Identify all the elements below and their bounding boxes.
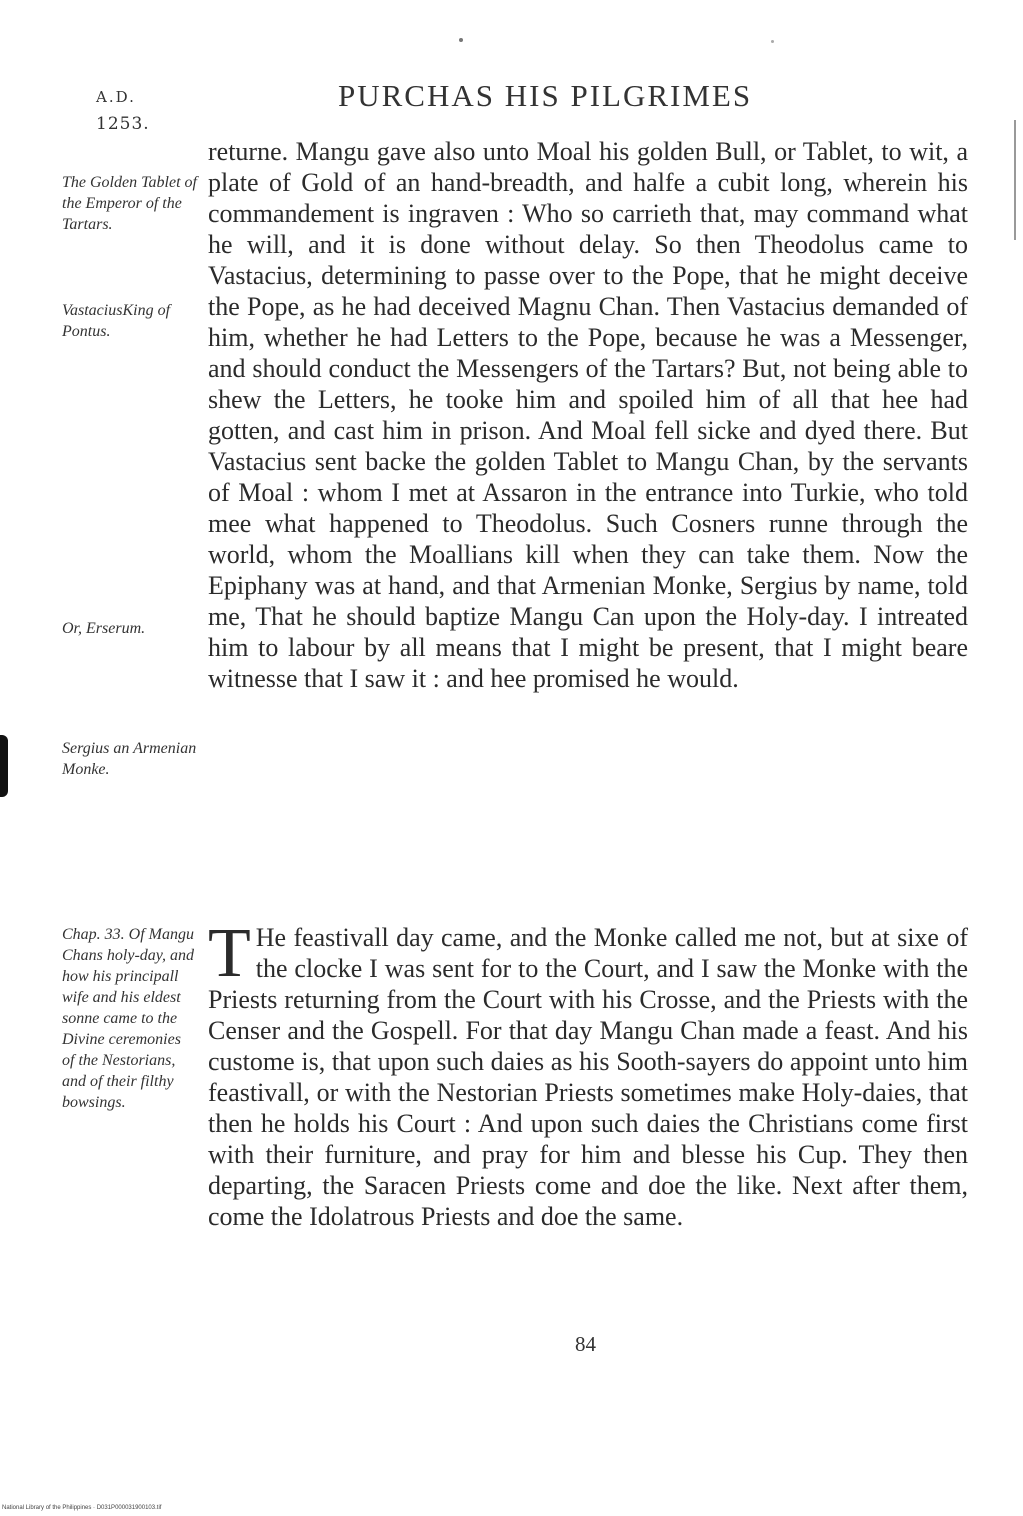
margin-note-golden-tablet: The Golden Tablet of the Emperor of the Tartars. — [62, 174, 197, 233]
print-speck — [459, 38, 463, 42]
print-speck — [771, 40, 774, 43]
page-number: 84 — [575, 1332, 596, 1356]
paragraph-2-text: He feastivall day came, and the Monke called me not, but at sixe of the clocke I was sent for to the Court, and I saw the Monke with the Priests returning from the Court with his Crosse, and the Priests with the Censer and the Gospell. For that day Mangu Chan made a feast. And his custome is, that upon such daies as his Sooth-sayers do appoint unto him feastivall, or with the Nestorian Priests sometimes make Holy-daies, that then he holds his Court : And upon such daies the Christians come first with their furniture, and pray for him and blesse his Cup. They then departing, the Saracen Priests come and doe the like. Next after them, come the Idolatrous Priests and doe the same. — [208, 923, 968, 1231]
year-value: 1253. — [96, 114, 150, 134]
margin-note-chapter-33: Chap. 33. Of Mangu Chans holy-day, and how his principall wife and his eldest sonne came to the Divine ceremonies of the Nestorians, and of their filthy bowsings. — [62, 926, 194, 1111]
drop-cap-initial: T — [208, 915, 251, 992]
margin-note-vastacius: VastaciusKing of Pontus. — [62, 302, 171, 340]
scan-credit: National Library of the Philippines · D031P000031900103.tif — [2, 1505, 162, 1511]
scan-edge-rule — [1014, 120, 1016, 240]
paragraph-1: returne. Mangu gave also unto Moal his golden Bull, or Tablet, to wit, a plate of Gold of an hand-breadth, and halfe a cubit long, wherein his commandement is ingraven : Who so carrieth that, may command what he will, and it is done without delay. So then Theodolus came to Vastacius, determining to passe over to the Pope, that he might deceive the Pope, as he had deceived Magnu Chan. Then Vastacius demanded of him, whether he had Letters to the Pope, because he was a Messenger, and should conduct the Messengers of the Tartars? But, not being able to shew the Letters, he tooke him and spoiled him of all that hee had gotten, and cast him in prison. And Moal fell sicke and dyed there. But Vastacius sent backe the golden Tablet to Mangu Chan, by the servants of Moal : whom I met at Assaron in the entrance into Turkie, who told mee what happened to Theodolus. Such Cosners runne through the world, whom the Moallians kill when they can take them. Now the Epiphany was at hand, and that Armenian Monke, Sergius by name, told me, That he should baptize Mangu Can upon the Holy-day. I intreated him to labour by all means that I might be present, that I might beare witnesse that I saw it : and hee promised he would. — [208, 137, 968, 693]
running-header: PURCHAS HIS PILGRIMES — [338, 78, 753, 113]
margin-note-sergius: Sergius an Armenian Monke. — [62, 740, 197, 778]
paragraph-2 — [208, 915, 968, 1232]
year-label: A.D. — [96, 88, 136, 106]
margin-note-erserum: Or, Erserum. — [62, 620, 146, 637]
scan-edge-mark — [0, 735, 8, 797]
